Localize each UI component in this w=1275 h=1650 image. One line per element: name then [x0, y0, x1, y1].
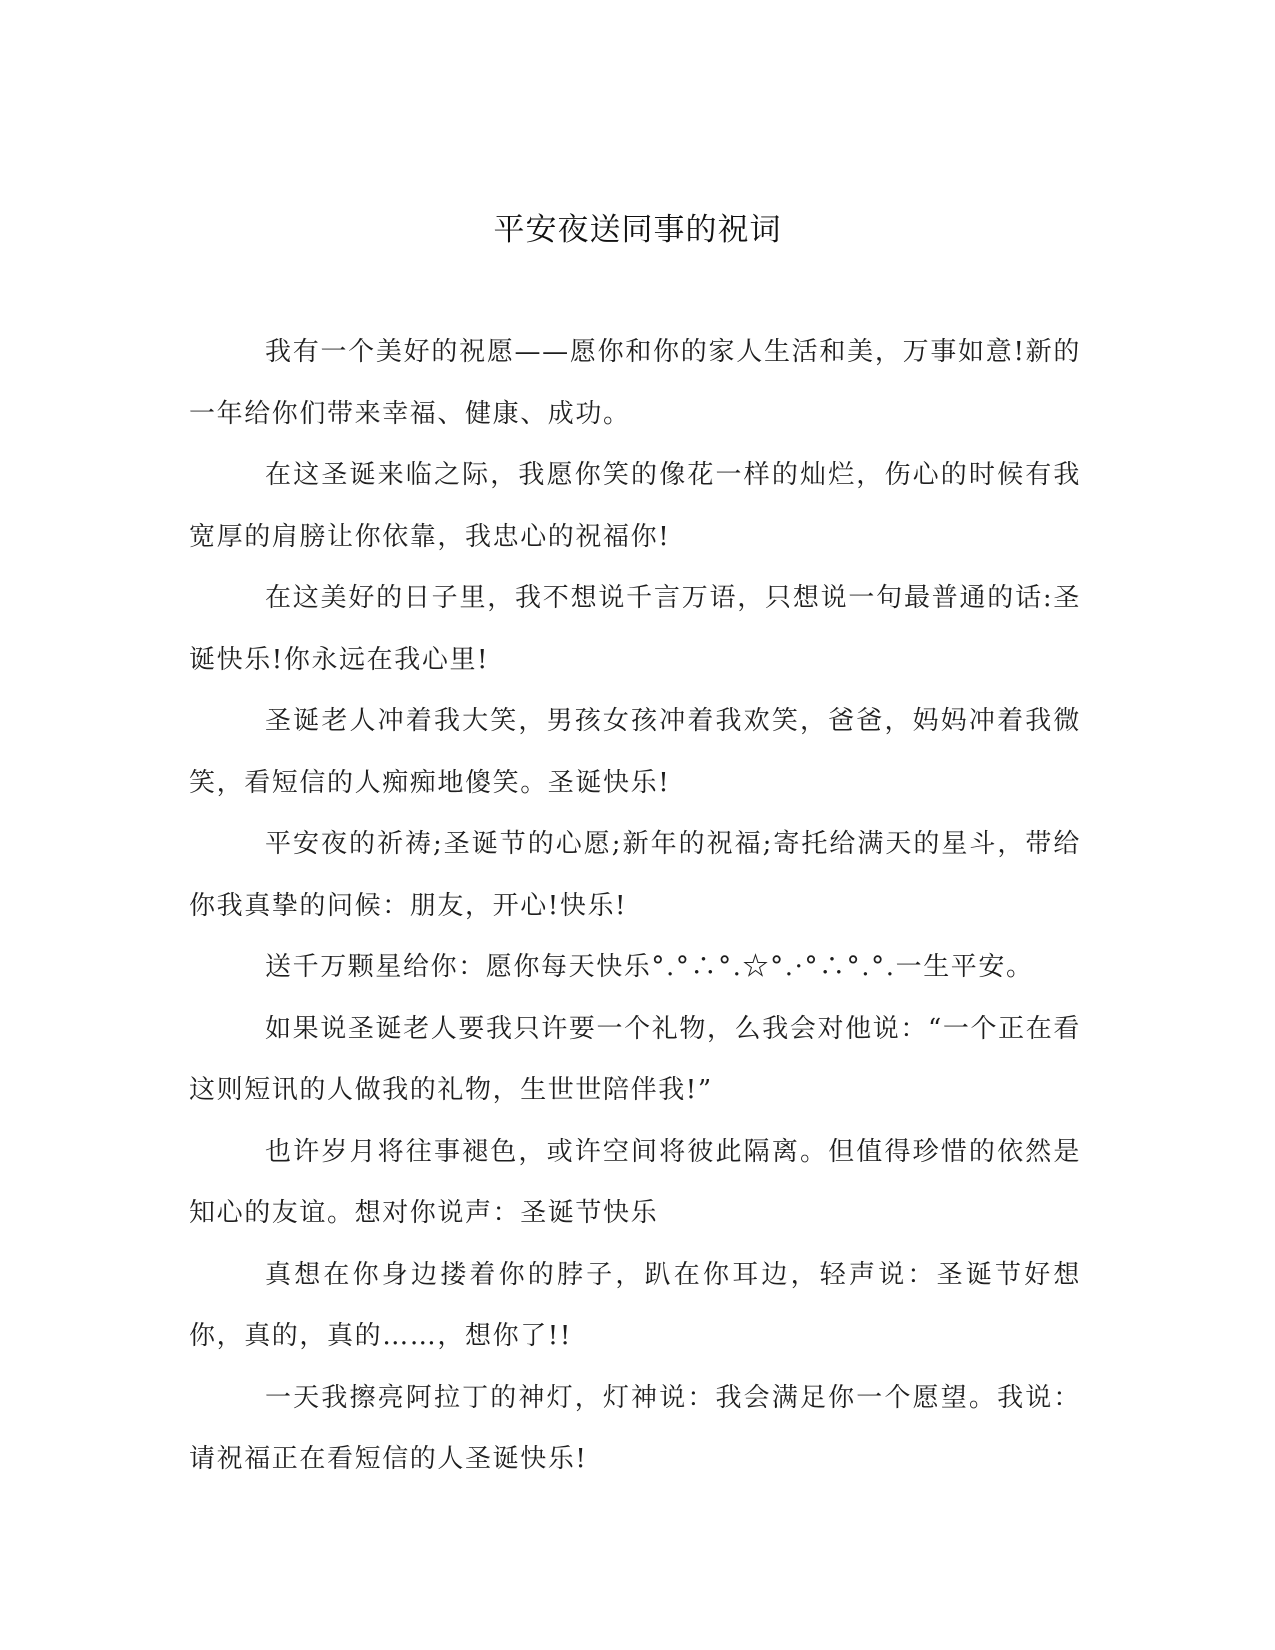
paragraph: 圣诞老人冲着我大笑，男孩女孩冲着我欢笑，爸爸，妈妈冲着我微笑，看短信的人痴痴地傻笑。圣诞快乐! — [189, 706, 1081, 798]
paragraph: 我有一个美好的祝愿——愿你和你的家人生活和美，万事如意!新的一年给你们带来幸福、健康、成功。 — [189, 337, 1081, 429]
paragraph: 如果说圣诞老人要我只许要一个礼物，么我会对他说：“一个正在看这则短讯的人做我的礼物，生世世陪伴我!” — [189, 1013, 1081, 1105]
paragraph: 在这美好的日子里，我不想说千言万语，只想说一句最普通的话:圣诞快乐!你永远在我心里! — [189, 583, 1081, 675]
document-title: 平安夜送同事的祝词 — [493, 212, 782, 248]
paragraph: 一天我擦亮阿拉丁的神灯，灯神说：我会满足你一个愿望。我说：请祝福正在看短信的人圣诞快乐! — [189, 1382, 1081, 1474]
document-body — [189, 322, 1081, 1491]
paragraph: 平安夜的祈祷;圣诞节的心愿;新年的祝福;寄托给满天的星斗，带给你我真挚的问候：朋友，开心!快乐! — [189, 829, 1081, 921]
paragraph: 送千万颗星给你：愿你每天快乐°.°∴°.☆°.·°∴°.°.一生平安。 — [265, 952, 1034, 982]
paragraph: 也许岁月将往事褪色，或许空间将彼此隔离。但值得珍惜的依然是知心的友谊。想对你说声：圣诞节快乐 — [189, 1136, 1081, 1228]
paragraph: 在这圣诞来临之际，我愿你笑的像花一样的灿烂，伤心的时候有我宽厚的肩膀让你依靠，我忠心的祝福你! — [189, 460, 1081, 552]
paragraph: 真想在你身边搂着你的脖子，趴在你耳边，轻声说：圣诞节好想你，真的，真的……，想你了!! — [189, 1259, 1081, 1351]
